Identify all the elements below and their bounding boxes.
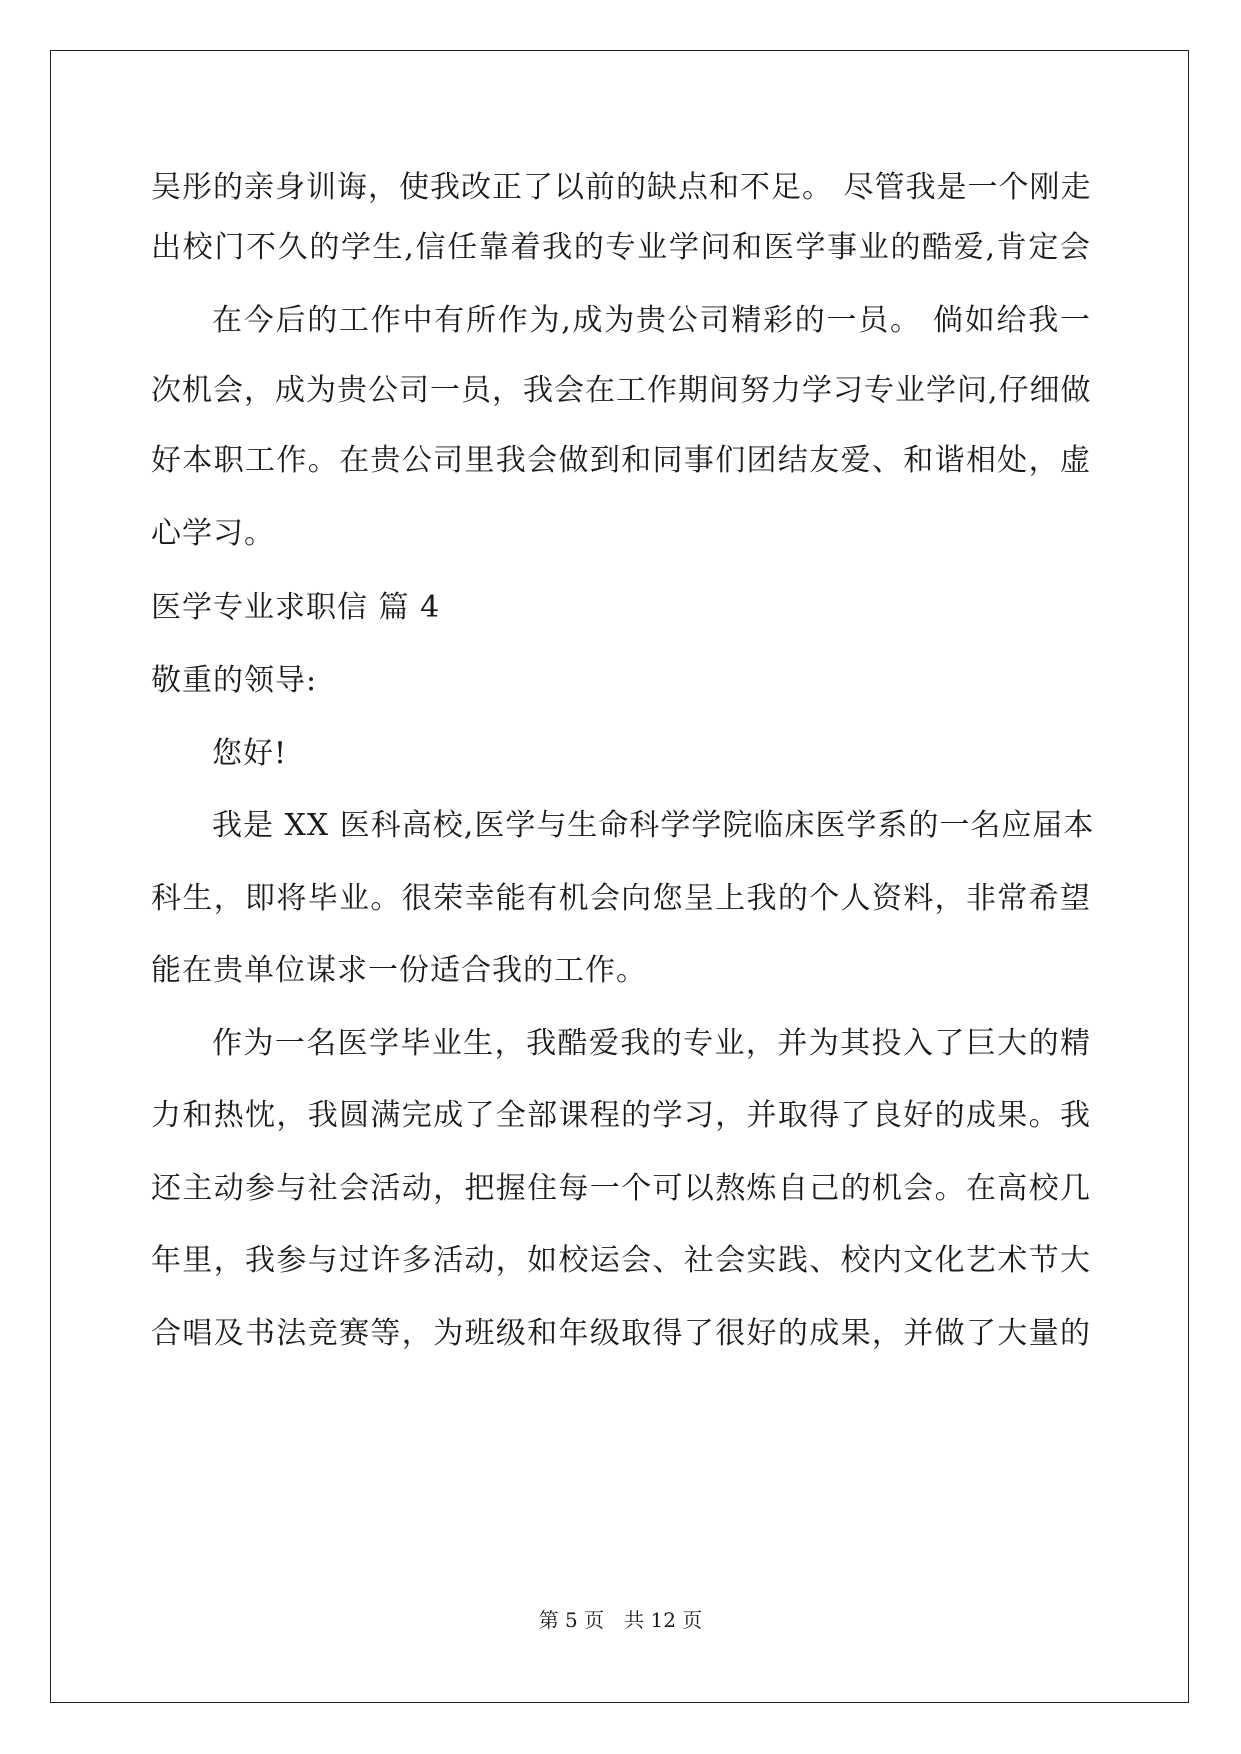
- body-line-10: 作为一名医学毕业生，我酷爱我的专业，并为其投入了巨大的精: [212, 1026, 1091, 1061]
- page-border: [50, 50, 1189, 1703]
- greeting: 您好!: [212, 736, 288, 771]
- body-line-4: 次机会，成为贵公司一员，我会在工作期间努力学习专业学问,仔细做: [151, 373, 1092, 408]
- body-line-9: 能在贵单位谋求一份适合我的工作。: [151, 953, 647, 988]
- body-line-14: 合唱及书法竞赛等，为班级和年级取得了很好的成果，并做了大量的: [151, 1316, 1091, 1351]
- body-line-5: 好本职工作。在贵公司里我会做到和同事们团结友爱、和谐相处，虚: [151, 443, 1091, 478]
- section-heading: 医学专业求职信 篇 4: [151, 590, 441, 625]
- body-line-11: 力和热忱，我圆满完成了全部课程的学习，并取得了良好的成果。我: [151, 1098, 1091, 1133]
- body-line-1: 吴彤的亲身训诲，使我改正了以前的缺点和不足。 尽管我是一个刚走: [151, 170, 1092, 205]
- body-line-3: 在今后的工作中有所作为,成为贵公司精彩的一员。 倘如给我一: [212, 303, 1091, 338]
- body-line-6: 心学习。: [151, 516, 275, 551]
- page-number-footer: 第 5 页 共 12 页: [538, 1608, 703, 1632]
- body-line-7: 我是 XX 医科高校,医学与生命科学学院临床医学系的一名应届本: [212, 808, 1095, 843]
- body-line-2: 出校门不久的学生,信任靠着我的专业学问和医学事业的酷爱,肯定会: [151, 230, 1091, 265]
- body-line-13: 年里，我参与过许多活动，如校运会、社会实践、校内文化艺术节大: [151, 1243, 1091, 1278]
- body-line-12: 还主动参与社会活动，把握住每一个可以熬炼自己的机会。在高校几: [151, 1171, 1091, 1206]
- body-line-8: 科生，即将毕业。很荣幸能有机会向您呈上我的个人资料，非常希望: [151, 881, 1091, 916]
- salutation: 敬重的领导:: [151, 663, 318, 698]
